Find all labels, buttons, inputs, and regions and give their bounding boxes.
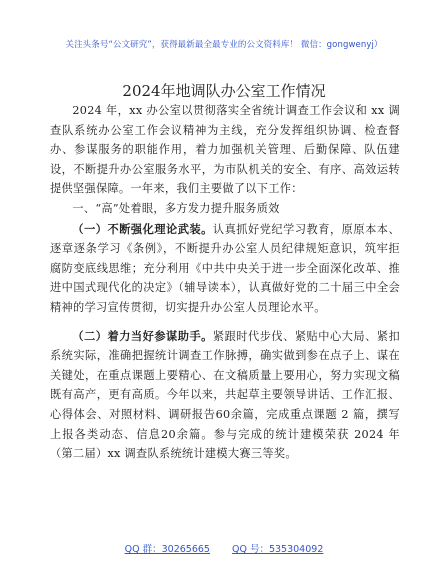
paragraph-gap	[50, 318, 400, 327]
intro-paragraph: 2024 年，xx 办公室以贯彻落实全省统计调查工作会议和 xx 调查队系统办公室工作会议精神为主线，充分发挥组织协调、检查督办、参谋服务的职能作用，着力加强机关管理、后勤保障、队伍建设，不断提升办公室服务水平，为市队机关的安全、有序、高效运转提供坚强保障。一年来，我们主要做了以下工作：	[50, 104, 400, 196]
item2-lead: （二）着力当好参谋助手。	[72, 328, 213, 343]
section1-heading: 一、“高”处着眼，多方发力提升服务质效	[72, 201, 280, 215]
header-note: 关注头条号“公文研究”，获得最新最全最专业的公文资料库！ 微信：gongwenyj）	[65, 40, 383, 50]
document-body	[50, 101, 400, 464]
item2-paragraph	[50, 327, 400, 464]
item2-body: 紧跟时代步伐、紧贴中心大局、紧扣系统实际，准确把握统计调查工作脉搏，确实做到参在点子上、谋在关键处，在重点课题上要精心、在文稿质量上要用心，努力实现文稿既有高产，更有高质。今年以来，共起草主要领导讲话、工作汇报、心得体会、对照材料、调研报告60余篇，完成重点课题 2 篇，撰写上报各类动态、信息20余篇。参与完成的统计建模荣获 2024 年（第二届）xx 调查队系统统计建模大赛三等奖。	[50, 329, 400, 461]
item1-lead: （一）不断强化理论武装。	[72, 221, 213, 236]
item1-paragraph	[50, 220, 400, 318]
item1-body: 认真抓好党纪学习教育，原原本本、逐章逐条学习《条例》，不断提升办公室人员纪律规矩意识，筑牢拒腐防变底线思维；充分利用《中共中央关于进一步全面深化改革、推进中国式现代化的决定》（辅导读本），认真做好党的二十届三中全会精神的学习宣传贯彻，切实提升办公室人员理论水平。	[50, 222, 400, 314]
footer-contact	[0, 541, 448, 555]
qq-group-link[interactable]: QQ 群：30265665	[124, 544, 210, 555]
page-title: 2024年地调队办公室工作情况	[122, 82, 326, 100]
qq-number-link[interactable]: QQ 号：535304092	[231, 544, 324, 555]
